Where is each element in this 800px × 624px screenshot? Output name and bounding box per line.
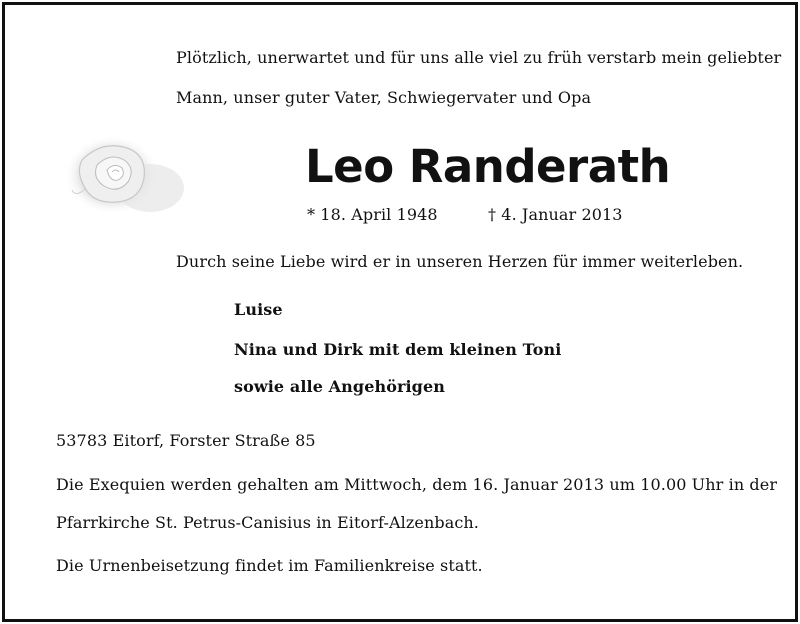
intro-line-2: Mann, unser guter Vater, Schwiegervater und Opa xyxy=(176,88,592,107)
mourner-3: sowie alle Angehörigen xyxy=(234,377,445,396)
service-line-1: Die Exequien werden gehalten am Mittwoch, dem 16. Januar 2013 um 10.00 Uhr in der xyxy=(56,475,778,494)
mourner-1: Luise xyxy=(234,300,283,319)
rose-image xyxy=(62,120,194,220)
deceased-name: Leo Randerath xyxy=(305,140,671,193)
death-date: † 4. Januar 2013 xyxy=(488,205,623,224)
mourner-2: Nina und Dirk mit dem kleinen Toni xyxy=(234,340,562,359)
intro-line-1: Plötzlich, unerwartet und für uns alle viel zu früh verstarb mein geliebter xyxy=(176,48,782,67)
service-line-2: Pfarrkirche St. Petrus-Canisius in Eitorf-Alzenbach. xyxy=(56,513,479,532)
birth-date: * 18. April 1948 xyxy=(307,205,438,224)
service-line-3: Die Urnenbeisetzung findet im Familienkreise statt. xyxy=(56,556,483,575)
address: 53783 Eitorf, Forster Straße 85 xyxy=(56,431,316,450)
memorial-text: Durch seine Liebe wird er in unseren Herzen für immer weiterleben. xyxy=(176,252,744,271)
